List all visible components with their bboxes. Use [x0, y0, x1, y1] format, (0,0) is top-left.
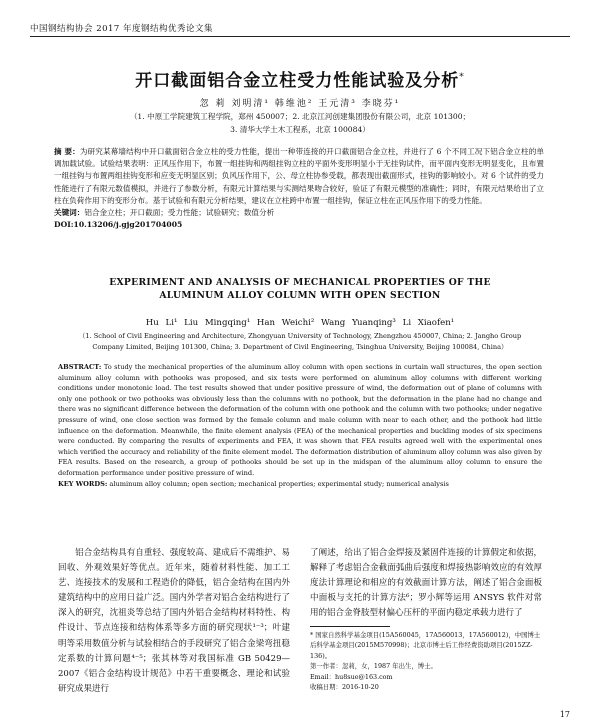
authors: 忽 莉 刘明清¹ 韩维池² 王元清³ 李晓芬¹: [199, 99, 401, 109]
abstract-label: 摘 要：: [54, 147, 80, 156]
en-abstract-label: ABSTRACT:: [58, 363, 102, 371]
body-column-left: [58, 546, 290, 697]
body-text: 铝合金结构具有自重轻、强度较高、建成后不需维护、易回收、外观效果好等优点。近年来，随着材料性能、加工工艺、连接技术的发展和工程造价的降低，铝合金结构在国内外建筑结构中的应用日益广泛。国内外学者对铝合金结构进行了深入的研究，沈祖炎等总结了国内外铝合金结构材料特性、构件设计、节点连接和结构体系等多方面的研究现状¹⁻³；叶建明等采用数值分析与试验相结合的手段研究了铝合金梁弯扭稳定系数的计算问题⁴⁻⁵；张其林等对我国标准 GB 50429—2007《铝合金结构设计规范》中若干重要概念、理论和试验研究成果进行: [58, 548, 290, 694]
affiliation-line: （1. 中原工学院建筑工程学院，郑州 450007；2. 北京江河创建集团股份有限公司，北京 101300；: [129, 112, 471, 121]
english-title-line: EXPERIMENT AND ANALYSIS OF MECHANICAL PROPERTIES OF THE: [109, 277, 491, 288]
footnote: * 国家自然科学基金项目(15A560045，17A560013，17A560012)，中国博士后科学基金项目(2015M570998)；北京市博士后工作经费资助项目(2015ZZ-136)。: [310, 631, 541, 660]
en-keywords-text: aluminum alloy column; open section; mechanical properties; experimental study; numerical analysis: [109, 479, 449, 488]
running-header: 中国钢结构协会 2017 年度钢结构优秀论文集: [30, 24, 214, 34]
page-number: 17: [559, 710, 570, 719]
title-text: 开口截面铝合金立柱受力性能试验及分析: [135, 71, 460, 91]
paper-title: [0, 66, 600, 91]
abstract-en: [58, 362, 542, 489]
body-column-right: 了阐述，给出了铝合金焊接及紧固件连接的计算假定和依据，解释了考虑铝合金截面弧曲后强度和焊接热影响效应的有效厚度法计算理论和相应的有效截面计算方法，阐述了铝合金面板中面板与支托的计算方法⁶；罗小辉等运用 ANSYS 软件对常用的铝合金脊肢型材偏心压杆的平面内稳定承载力进行了: [310, 548, 542, 619]
footnote: 第一作者：忽莉，女，1987 年出生，博士。: [310, 662, 437, 671]
header-rule: [30, 36, 570, 37]
english-authors: Hu Li¹ Liu Mingqing¹ Han Weichi² Wang Yuanqing³ Li Xiaofen¹: [145, 318, 455, 328]
footnotes: [310, 630, 544, 692]
keywords-label: 关键词：: [54, 208, 85, 218]
title-footnote-mark: *: [459, 72, 465, 83]
keywords-text: 铝合金立柱；开口截面；受力性能；试验研究；数值分析: [84, 208, 275, 218]
en-abstract-text: To study the mechanical properties of the aluminum alloy column with open sections in curtain wall structures, the open section aluminum alloy column with pothooks was proposed, and six tests were performed on aluminum alloy columns with different working conditions under monotonic load. The test results showed that under positive pressure of wind, the deformation out of plane of columns with only one pothook or two pothooks was obviously less than the columns with no pothook, but the deformation in the plane had no change and there was no significant difference between the deformation of the column with one pothook and the column with two pothooks; under negative pressure of wind, one close section was formed by the female column and male column with near to each other, and the pothook had little influence on the deformation. Meanwhile, the finite element analysis (FEA) of the mechanical properties and buckling modes of six specimens were conducted. By comparing the results of experiments and FEA, it was shown that FEA results agreed well with the experimental ones which verified the accuracy and reliability of the finite element model. The deformation distribution of aluminum alloy column was also given by FEA results. Based on the research, a group of pothooks should be set up in the midspan of the aluminum alloy column to ensure the deformation performance under positive pressure of wind.: [58, 363, 542, 477]
abstract-cn: [54, 146, 544, 231]
footnote-rule: [310, 626, 390, 627]
footnote: 收稿日期：2016-10-20: [310, 683, 379, 692]
affiliations: [0, 110, 600, 136]
affiliation-line: 3. 清华大学土木工程系，北京 100084）: [230, 125, 370, 134]
english-title: [0, 276, 600, 302]
english-affiliations: （1. School of Civil Engineering and Architecture, Zhongyuan University of Technology, Zhengzhou 450007, China; 2. Jangho Group Company Limited, Beijing 101300, China; 3. Department of Civil Engineering, Tsinghua University, Beijing 100084, China）: [78, 332, 522, 351]
english-title-line: ALUMINUM ALLOY COLUMN WITH OPEN SECTION: [159, 290, 441, 301]
abstract-text: 为研究某幕墙结构中开口截面铝合金立柱的受力性能，提出一种带连接的开口截面铝合金立柱，并进行了 6 个不同工况下铝合金立柱的单调加载试验。试验结果表明：正风压作用下，布置一组挂钩和两组挂钩立柱的平面外变形明显小于无挂钩试件，而平面内变形无明显变化，且布置一组挂钩与布置两组挂钩变形和应变无明显区别；负风压作用下，公、母立柱协参受载，都表现出截面形式，挂钩的影响较小。对 6 个试件的受力性能进行了有限元数值模拟，并进行了参数分析，有限元计算结果与实测结果吻合较好，验证了有限元模型的准确性；同时，有限元结果给出了立柱在负荷作用下的变形分布。基于试验和有限元分析结果，建议在立柱跨中布置一组挂钩，保证立柱在正风压作用下的受力性能。: [54, 147, 544, 205]
en-keywords-label: KEY WORDS:: [58, 479, 108, 488]
doi: DOI:10.13206/j.gjg201704005: [54, 220, 183, 230]
footnote: Email：hu8sue@163.com: [310, 672, 393, 681]
